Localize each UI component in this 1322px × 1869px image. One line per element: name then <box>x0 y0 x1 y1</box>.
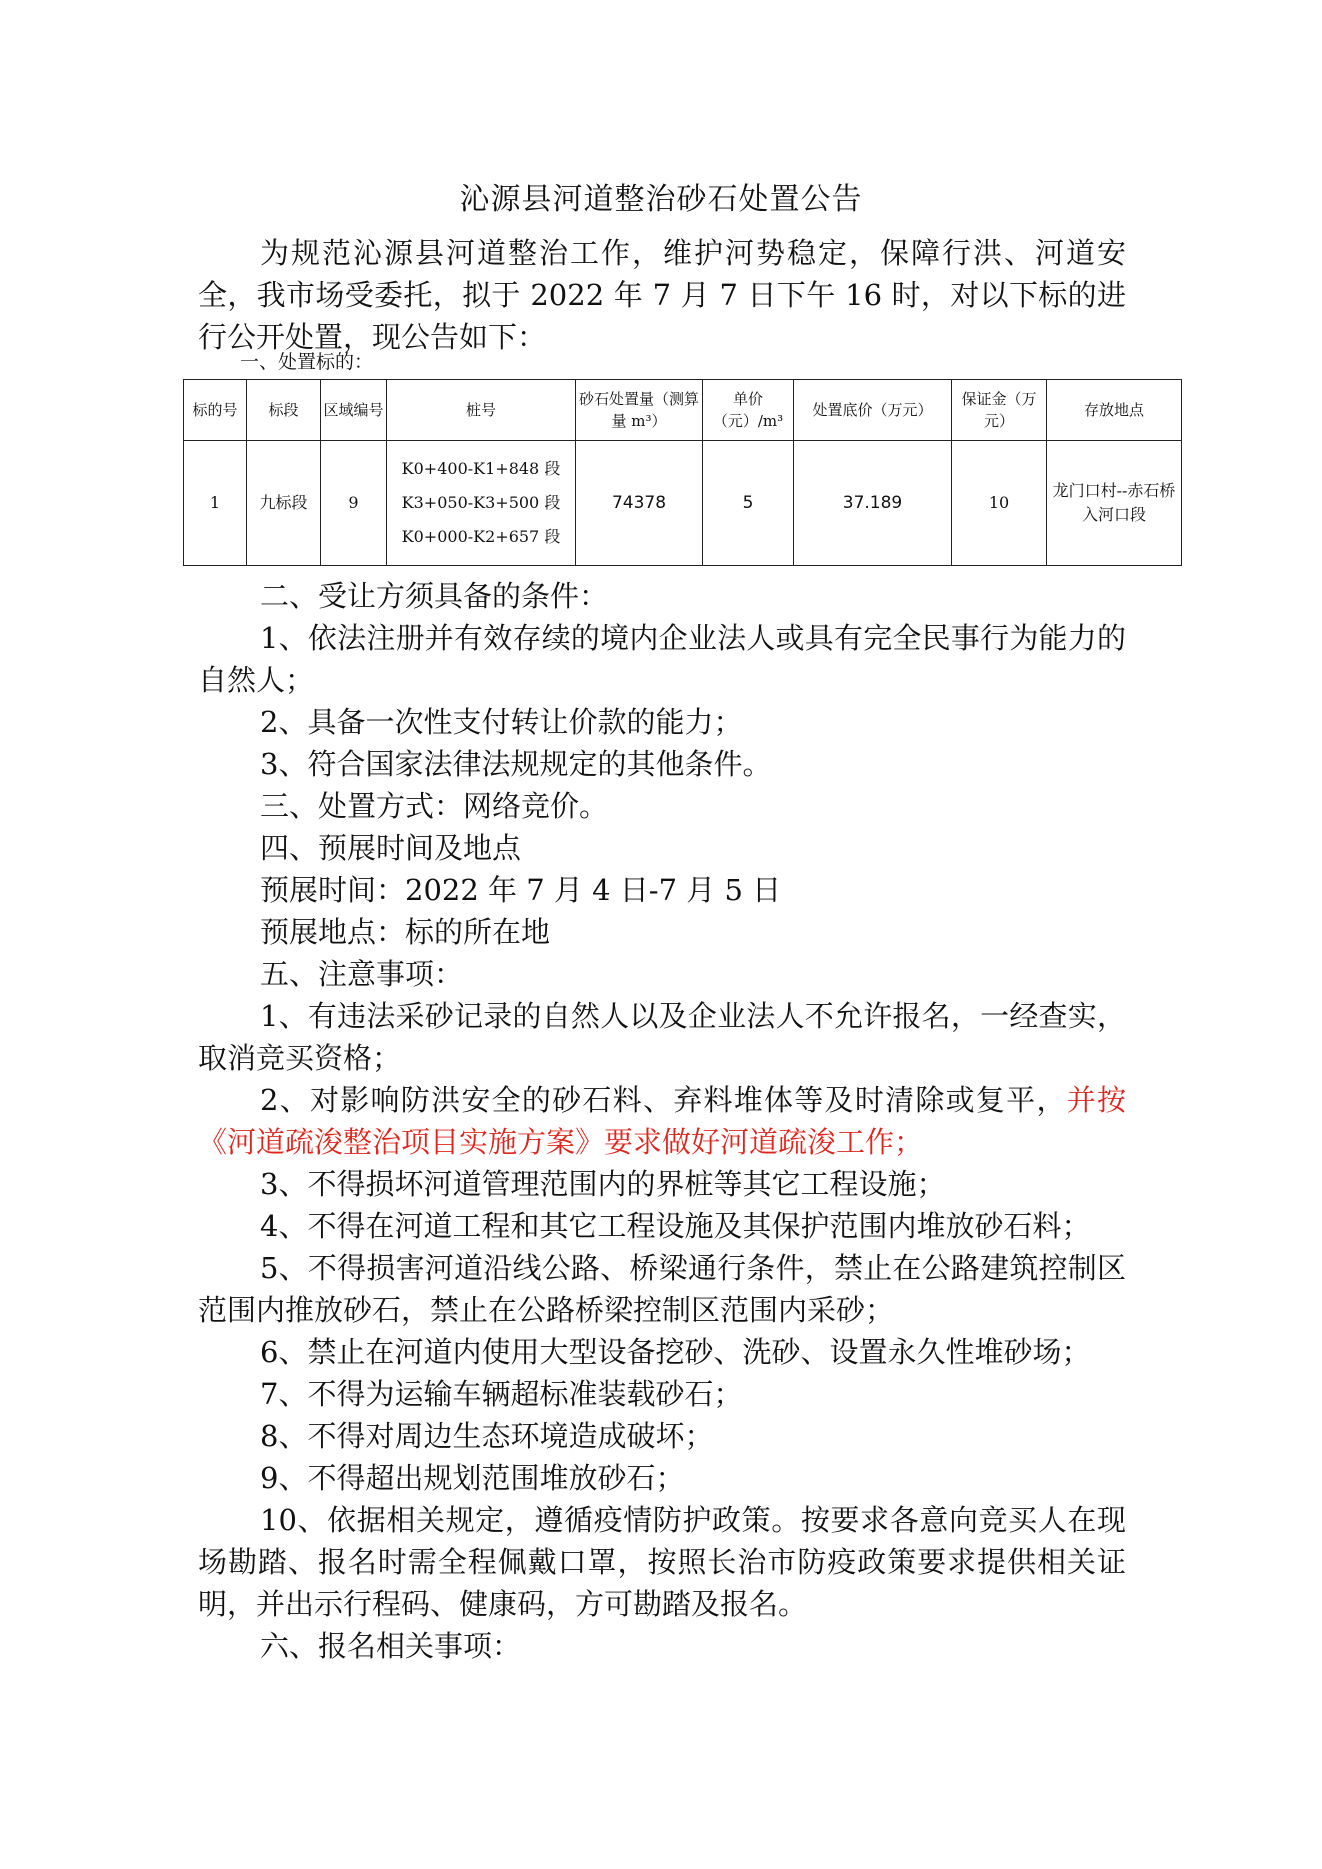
section5-item <box>198 1079 1126 1163</box>
preview-time: 预展时间：2022 年 7 月 4 日-7 月 5 日 <box>260 873 782 907</box>
header-unit-price: 单价（元）/m³ <box>703 380 794 441</box>
header-lot-no: 标的号 <box>184 380 247 441</box>
section3-text: 三、处置方式：网络竞价。 <box>260 789 609 823</box>
header-section: 标段 <box>247 380 321 441</box>
header-stake: 桩号 <box>387 380 576 441</box>
cell-reserve-price: 37.189 <box>794 441 952 566</box>
header-deposit: 保证金（万元） <box>952 380 1047 441</box>
section2-heading: 二、受让方须具备的条件： <box>260 579 609 613</box>
section5-item: 10、依据相关规定，遵循疫情防护政策。按要求各意向竞买人在现场勘踏、报名时需全程佩戴口罩，按照长治市防疫政策要求提供相关证明，并出示行程码、健康码，方可勘踏及报名。 <box>198 1503 1126 1621</box>
item2-highlight: 并按《河道疏浚整治项目实施方案》要求做好河道疏浚工作； <box>198 1083 1126 1159</box>
section2-item: 2、具备一次性支付转让价款的能力； <box>260 705 743 739</box>
section5-item: 8、不得对周边生态环境造成破坏； <box>260 1419 714 1453</box>
lot-table <box>183 379 1182 566</box>
section6-heading: 六、报名相关事项： <box>260 1629 522 1663</box>
section5-item: 3、不得损坏河道管理范围内的界桩等其它工程设施； <box>260 1167 946 1201</box>
document-title: 沁源县河道整治砂石处置公告 <box>459 182 863 217</box>
section5-item: 7、不得为运输车辆超标准装载砂石； <box>260 1377 743 1411</box>
cell-section: 九标段 <box>247 441 321 566</box>
cell-location: 龙门口村--赤石桥入河口段 <box>1047 441 1182 566</box>
section1-heading: 一、处置标的： <box>240 351 374 373</box>
section5-item: 4、不得在河道工程和其它工程设施及其保护范围内堆放砂石料； <box>260 1209 1091 1243</box>
stake-range: K0+400-K1+848 段 <box>401 459 561 478</box>
section5-item: 6、禁止在河道内使用大型设备挖砂、洗砂、设置永久性堆砂场； <box>260 1335 1091 1369</box>
preview-place: 预展地点：标的所在地 <box>260 915 551 949</box>
intro-paragraph: 为规范沁源县河道整治工作，维护河势稳定，保障行洪、河道安全，我市场受委托，拟于 2022 年 7 月 7 日下午 16 时，对以下标的进行公开处置，现公告如下： <box>198 236 1126 354</box>
table-row <box>184 441 1182 566</box>
section5-item: 5、不得损害河道沿线公路、桥梁通行条件，禁止在公路建筑控制区范围内推放砂石，禁止在公路桥梁控制区范围内采砂； <box>198 1251 1126 1327</box>
stake-range: K0+000-K2+657 段 <box>401 527 561 546</box>
cell-lot-no: 1 <box>184 441 247 566</box>
header-quantity: 砂石处置量（测算量 m³） <box>576 380 703 441</box>
header-reserve-price: 处置底价（万元） <box>794 380 952 441</box>
item2-text: 2、对影响防洪安全的砂石料、弃料堆体等及时清除或复平， <box>260 1083 1067 1117</box>
cell-quantity: 74378 <box>576 441 703 566</box>
section2-item: 1、依法注册并有效存续的境内企业法人或具有完全民事行为能力的自然人； <box>198 621 1126 697</box>
cell-unit-price: 5 <box>703 441 794 566</box>
stake-range: K3+050-K3+500 段 <box>401 493 561 512</box>
cell-deposit: 10 <box>952 441 1047 566</box>
table-header-row <box>184 380 1182 441</box>
section2-item: 3、符合国家法律法规规定的其他条件。 <box>260 747 772 781</box>
section5-item: 9、不得超出规划范围堆放砂石； <box>260 1461 685 1495</box>
section4-heading: 四、预展时间及地点 <box>260 831 522 865</box>
body-sections <box>198 575 1126 1667</box>
cell-stakes <box>387 441 576 566</box>
header-location: 存放地点 <box>1047 380 1182 441</box>
section5-item: 1、有违法采砂记录的自然人以及企业法人不允许报名，一经查实，取消竞买资格； <box>198 999 1126 1075</box>
header-area-no: 区域编号 <box>321 380 387 441</box>
section5-heading: 五、注意事项： <box>260 957 464 991</box>
cell-area-no: 9 <box>321 441 387 566</box>
